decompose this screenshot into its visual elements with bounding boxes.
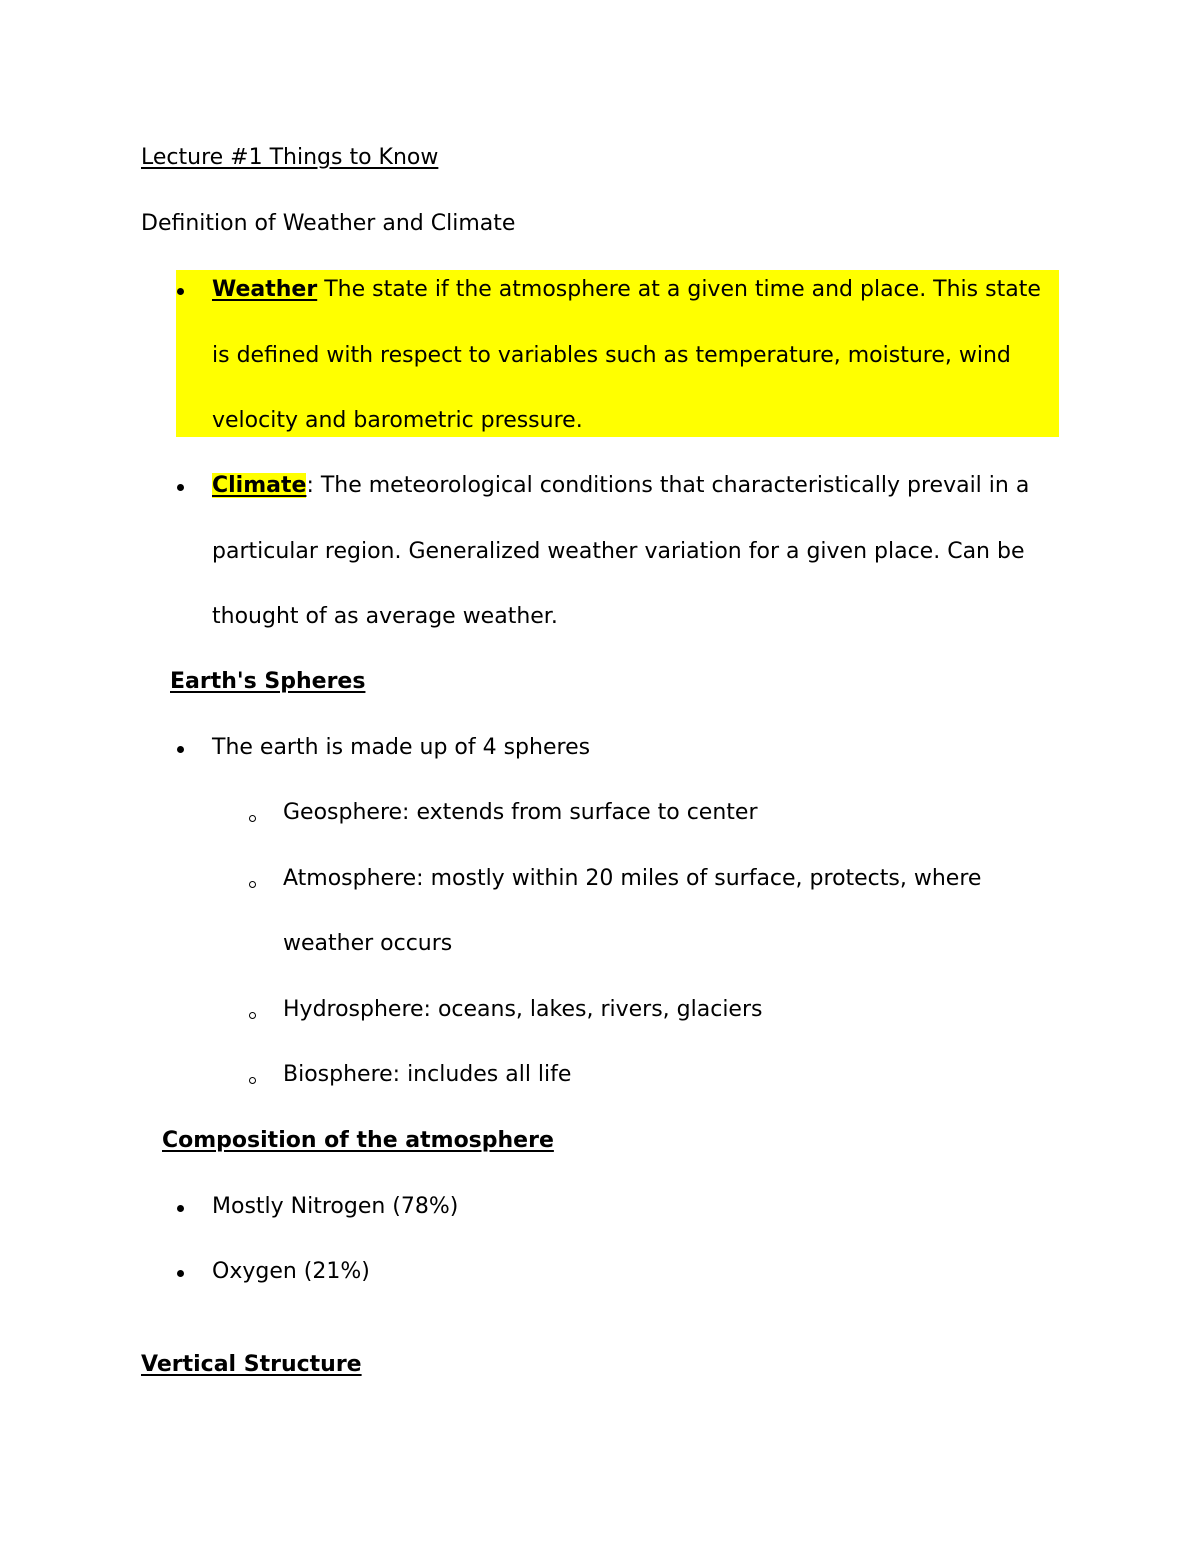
spheres-heading: Earth's Spheres [170,669,366,694]
climate-definition-line-2: particular region. Generalized weather variation for a given place. Can be [212,539,1025,564]
weather-text-1: The state if the atmosphere at a given time and place. This state [324,277,1041,302]
nitrogen-item: Mostly Nitrogen (78%) [212,1194,459,1219]
geosphere-item: Geosphere: extends from surface to center [283,800,758,825]
climate-term: Climate [212,473,307,498]
spheres-bullet [177,746,184,753]
weather-bullet [177,288,184,295]
biosphere-item: Biosphere: includes all life [283,1062,572,1087]
lecture-title: Lecture #1 Things to Know [141,145,439,170]
oxygen-bullet [177,1270,184,1277]
weather-definition-line-2: is defined with respect to variables such as temperature, moisture, wind [212,343,1011,368]
weather-definition-line-3: velocity and barometric pressure. [212,408,583,433]
climate-definition-line-1 [212,471,1029,501]
oxygen-item: Oxygen (21%) [212,1259,370,1284]
climate-bullet [177,484,184,491]
definitions-heading: Definition of Weather and Climate [141,211,516,236]
composition-heading: Composition of the atmosphere [162,1128,554,1153]
vertical-structure-heading: Vertical Structure [141,1352,362,1377]
biosphere-bullet [249,1077,256,1084]
nitrogen-bullet [177,1205,184,1212]
climate-text-1: : The meteorological conditions that characteristically prevail in a [306,473,1030,498]
hydrosphere-item: Hydrosphere: oceans, lakes, rivers, glaciers [283,997,763,1022]
atmosphere-item-line-2: weather occurs [283,931,453,956]
spheres-intro: The earth is made up of 4 spheres [212,735,591,760]
atmosphere-bullet [249,881,256,888]
hydrosphere-bullet [249,1012,256,1019]
weather-definition-line-1 [212,275,1041,305]
weather-term: Weather [212,277,318,302]
geosphere-bullet [249,815,256,822]
climate-definition-line-3: thought of as average weather. [212,604,558,629]
atmosphere-item-line-1: Atmosphere: mostly within 20 miles of surface, protects, where [283,866,982,891]
